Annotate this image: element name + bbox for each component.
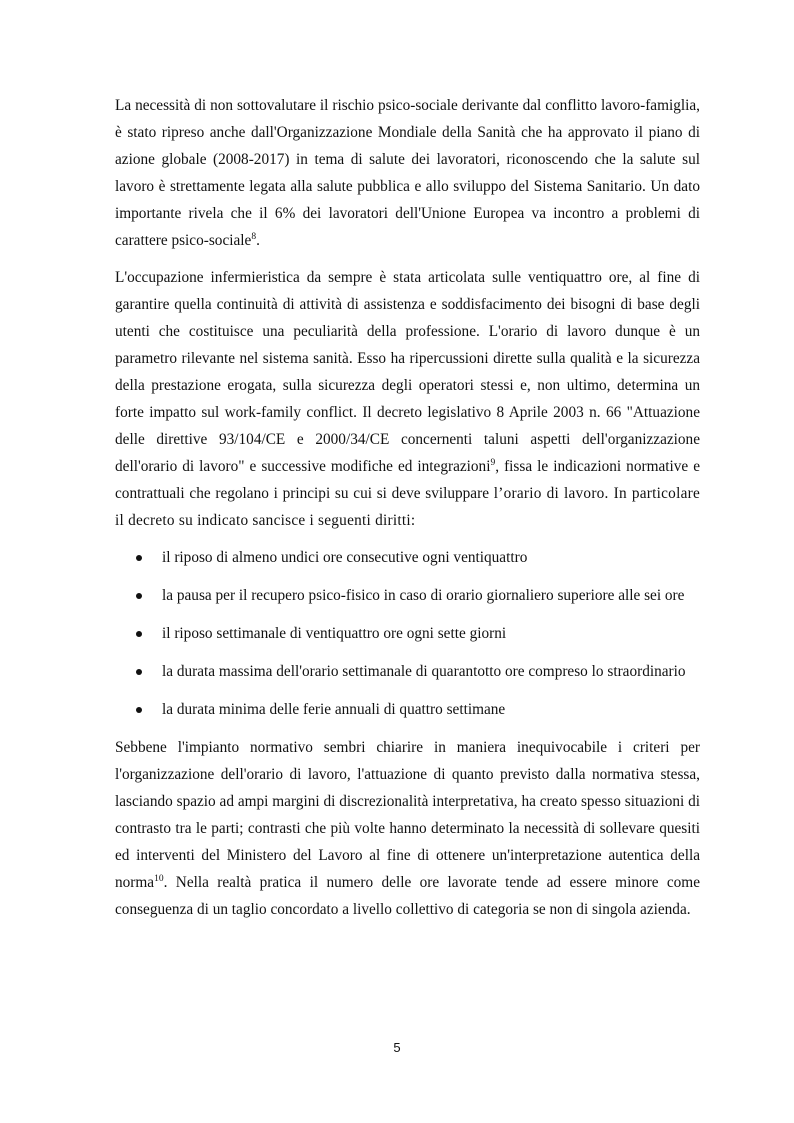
list-item — [115, 620, 700, 647]
paragraph-nursing-working-hours — [115, 264, 700, 534]
rights-list — [115, 544, 700, 723]
list-item — [115, 658, 700, 685]
paragraph-text: Sebbene l'impianto normativo sembri chiarire in maniera inequivocabile i criteri per l'organizzazione dell'orario di lavoro, l'attuazione di quanto previsto dalla normativa stessa, lasciando spazio ad ampi margini di discrezionalità interpretativa, ha creato spesso situazioni di contrasto tra le parti; contrasti che più volte hanno determinato la necessità di sollevare quesiti ed interventi del Ministero del Lavoro al fine di ottenere un'interpretazione autentica della norma — [115, 739, 700, 891]
paragraph-normative-interpretation — [115, 734, 700, 923]
list-item-text: il riposo di almeno undici ore consecutive ogni ventiquattro — [162, 549, 528, 566]
footnote-ref-8[interactable]: 8 — [251, 232, 257, 242]
list-item-text: la durata massima dell'orario settimanale di quarantotto ore compreso lo straordinario — [162, 663, 686, 680]
list-item-text: il riposo settimanale di ventiquattro ore ogni sette giorni — [162, 625, 507, 642]
paragraph-text-continued: , fissa le indicazioni normative e contrattuali che regolano i principi su cui si deve sviluppare — [115, 458, 701, 502]
paragraph-text: La necessità di non sottovalutare il rischio psico-sociale derivante dal conflitto lavoro-famiglia, è stato ripreso anche dall'Organizzazione Mondiale della Sanità che ha approvato il piano di azione globale (2008-2017) in tema di salute dei lavoratori, riconoscendo che la salute sul lavoro è strettamente legata alla salute pubblica e allo sviluppo del Sistema Sanitario. Un dato importante rivela che il 6% dei lavoratori dell'Unione Europea va incontro a problemi di carattere psico-sociale — [115, 97, 700, 249]
list-item-text: la pausa per il recupero psico-fisico in caso di orario giornaliero superiore alle sei ore — [162, 587, 685, 604]
list-item — [115, 696, 700, 723]
paragraph-oms-psychosocial-risk — [115, 92, 700, 254]
bullet-icon — [136, 631, 142, 637]
bullet-icon — [136, 593, 142, 599]
page-number: 5 — [393, 1040, 401, 1055]
footnote-ref-9[interactable]: 9 — [490, 458, 496, 468]
list-item-text: la durata minima delle ferie annuali di quattro settimane — [162, 701, 506, 718]
bullet-icon — [136, 555, 142, 561]
paragraph-text-rights-intro: l’orario di lavoro. In particolare il decreto su indicato sancisce i seguenti diritti: — [115, 485, 701, 529]
list-item — [115, 544, 700, 571]
footnote-ref-10[interactable]: 10 — [154, 874, 164, 884]
document-page — [115, 92, 700, 933]
paragraph-text-end: . — [256, 232, 260, 249]
paragraph-text: L'occupazione infermieristica da sempre è stata articolata sulle ventiquattro ore, al fine di garantire quella continuità di attività di assistenza e soddisfacimento dei bisogni di base degli utenti che costituisce una peculiarità della professione. L'orario di lavoro dunque è un parametro rilevante nel sistema sanità. Esso ha ripercussioni dirette sulla qualità e la sicurezza della prestazione erogata, sulla sicurezza degli operatori stessi e, non ultimo, determina un forte impatto sul work-family conflict. Il decreto legislativo 8 Aprile 2003 n. 66 "Attuazione delle direttive 93/104/CE e 2000/34/CE concernenti taluni aspetti dell'organizzazione dell'orario di lavoro" e successive modifiche ed integrazioni — [115, 269, 700, 475]
paragraph-text-continued: . Nella realtà pratica il numero delle ore lavorate tende ad essere minore come conseguenza di un taglio concordato a livello collettivo di categoria se non di singola azienda. — [115, 874, 700, 918]
bullet-icon — [136, 707, 142, 713]
bullet-icon — [136, 669, 142, 675]
list-item — [115, 582, 700, 609]
